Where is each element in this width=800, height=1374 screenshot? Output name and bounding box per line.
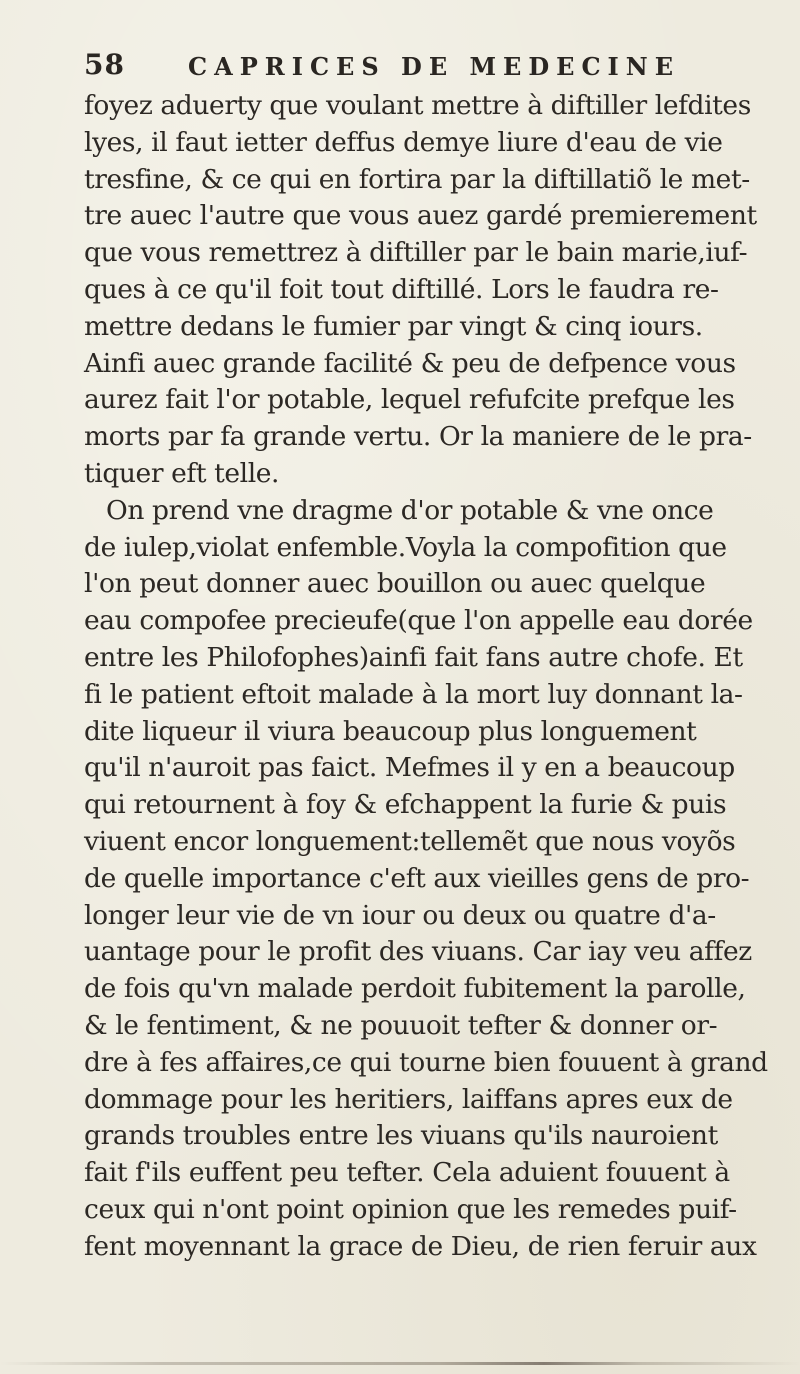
text-line: tiquer eft telle. bbox=[84, 457, 280, 489]
text-line: longer leur vie de vn iour ou deux ou quatre d'a- bbox=[84, 899, 716, 931]
text-line: uantage pour le profit des viuans. Car iay veu affez bbox=[84, 936, 752, 968]
text-line: de iulep,violat enfemble.Voyla la compofition que bbox=[84, 531, 727, 563]
text-line: tre auec l'autre que vous auez gardé premierement bbox=[84, 200, 757, 232]
text-line: dre à fes affaires,ce qui tourne bien fouuent à grand bbox=[84, 1046, 768, 1078]
page-header bbox=[84, 46, 724, 86]
text-line: tresfine, & ce qui en fortira par la diftillatiõ le met- bbox=[84, 163, 750, 195]
text-line: grands troubles entre les viuans qu'ils nauroient bbox=[84, 1120, 718, 1152]
text-line: dommage pour les heritiers, laiffans apres eux de bbox=[84, 1083, 733, 1115]
page-bottom-edge bbox=[0, 1362, 800, 1365]
text-line: morts par fa grande vertu. Or la maniere de le pra- bbox=[84, 421, 752, 453]
text-line: viuent encor longuement:tellemẽt que nous voyõs bbox=[84, 825, 736, 857]
body-text bbox=[84, 88, 774, 1266]
text-line: dite liqueur il viura beaucoup plus longuement bbox=[84, 715, 697, 747]
text-line: eau compofee precieufe(que l'on appelle eau dorée bbox=[84, 605, 753, 637]
text-line: lyes, il faut ietter deffus demye liure d'eau de vie bbox=[84, 126, 723, 158]
text-line: fi le patient eftoit malade à la mort luy donnant la- bbox=[84, 678, 743, 710]
text-line: & le fentiment, & ne pouuoit tefter & donner or- bbox=[84, 1009, 718, 1041]
text-line: Ainfi auec grande facilité & peu de defpence vous bbox=[84, 347, 736, 379]
text-line: qui retournent à foy & efchappent la furie & puis bbox=[84, 789, 727, 821]
text-line: que vous remettrez à diftiller par le bain marie,iuf- bbox=[84, 237, 748, 269]
text-line: aurez fait l'or potable, lequel refufcite prefque les bbox=[84, 384, 735, 416]
text-line: de fois qu'vn malade perdoit fubitement la parolle, bbox=[84, 973, 746, 1005]
text-line: ceux qui n'ont point opinion que les remedes puif- bbox=[84, 1193, 737, 1225]
text-line: l'on peut donner auec bouillon ou auec quelque bbox=[84, 568, 706, 600]
text-line: foyez aduerty que voulant mettre à diftiller lefdites bbox=[84, 90, 751, 121]
text-line: fent moyennant la grace de Dieu, de rien feruir aux bbox=[84, 1230, 757, 1262]
text-line: qu'il n'auroit pas faict. Mefmes il y en a beaucoup bbox=[84, 752, 735, 784]
paragraph-start-line: On prend vne dragme d'or potable & vne once bbox=[106, 494, 714, 526]
text-line: entre les Philofophes)ainfi fait fans autre chofe. Et bbox=[84, 641, 743, 673]
text-line: de quelle importance c'eft aux vieilles gens de pro- bbox=[84, 862, 750, 894]
page-number: 58 bbox=[84, 48, 125, 81]
running-title: CAPRICES DE MEDECINE bbox=[188, 52, 681, 81]
text-line: ques à ce qu'il foit tout diftillé. Lors le faudra re- bbox=[84, 273, 719, 305]
text-line: mettre dedans le fumier par vingt & cinq iours. bbox=[84, 310, 703, 342]
text-line: fait f'ils euffent peu tefter. Cela aduient fouuent à bbox=[84, 1157, 730, 1189]
